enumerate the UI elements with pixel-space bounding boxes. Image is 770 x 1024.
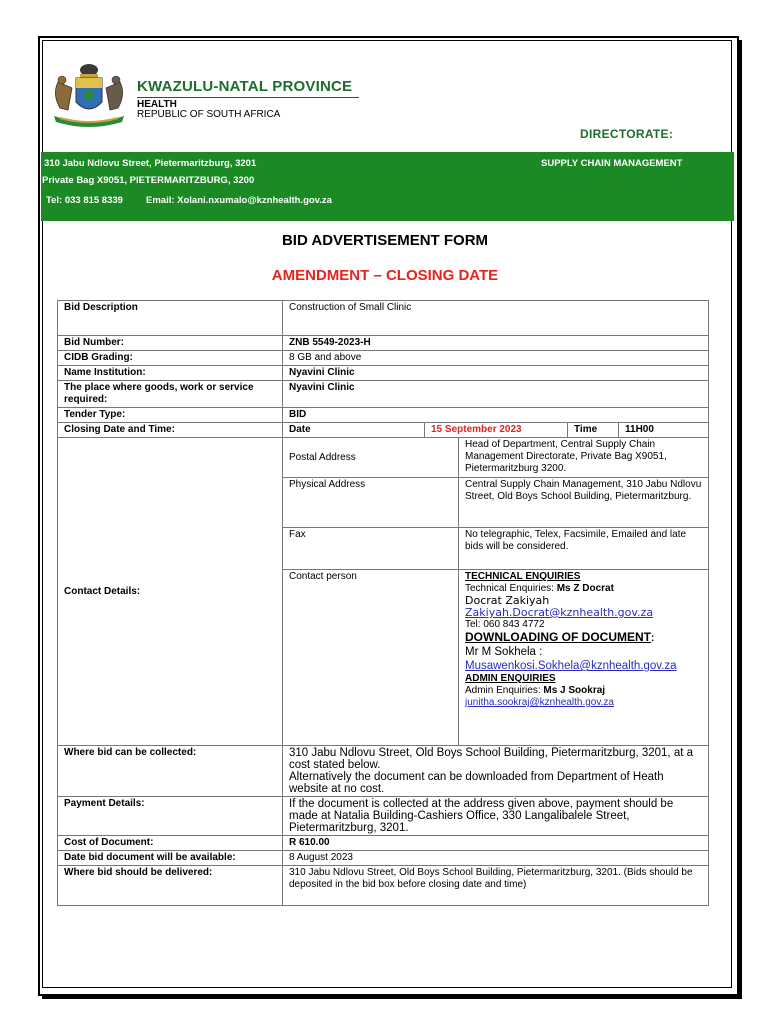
row-value: 8 August 2023	[283, 851, 709, 866]
postal-value: Head of Department, Central Supply Chain Management Directorate, Private Bag X9051, Pietermaritzburg 3200.	[459, 438, 709, 478]
download-colon: :	[650, 633, 655, 644]
tech-name: Ms Z Docrat	[556, 583, 614, 594]
row-label: Bid Description	[58, 301, 283, 336]
row-label: Date bid document will be available:	[58, 851, 283, 866]
time-label: Time	[568, 423, 619, 438]
row-value: ZNB 5549-2023-H	[283, 336, 709, 351]
fax-value: No telegraphic, Telex, Facsimile, Emailed and late bids will be considered.	[459, 528, 709, 570]
row-label: Contact Details:	[58, 438, 283, 746]
table-row	[58, 301, 709, 336]
row-label: Where bid can be collected:	[58, 746, 283, 797]
row-label: Name Institution:	[58, 366, 283, 381]
physical-label: Physical Address	[283, 478, 459, 528]
row-value: Nyavini Clinic	[283, 366, 709, 381]
table-row	[58, 797, 709, 836]
download-email-link[interactable]: Musawenkosi.Sokhela@kznhealth.gov.za	[465, 660, 677, 672]
table-row	[58, 851, 709, 866]
form-title: BID ADVERTISEMENT FORM	[281, 232, 489, 249]
row-label: Cost of Document:	[58, 836, 283, 851]
tech-tel: Tel: 060 843 4772	[465, 619, 545, 630]
table-row	[58, 746, 709, 797]
row-value: 310 Jabu Ndlovu Street, Old Boys School Building, Pietermaritzburg, 3201. (Bids should be deposited in the bid box before closing date and time)	[283, 866, 709, 906]
date-label: Date	[283, 423, 425, 438]
table-row	[58, 336, 709, 351]
tech-email-link[interactable]: Zakiyah.Docrat@kznhealth.gov.za	[465, 606, 654, 619]
row-value	[283, 746, 709, 797]
row-value: R 610.00	[283, 836, 709, 851]
contact-person-label: Contact person	[283, 570, 459, 746]
header-divider	[137, 97, 359, 98]
row-value: Construction of Small Clinic	[283, 301, 709, 336]
tech-fullname: Docrat Zakiyah	[465, 594, 550, 607]
fax-label: Fax	[283, 528, 459, 570]
directorate-label: DIRECTORATE:	[580, 127, 674, 141]
tech-prefix: Technical Enquiries:	[465, 583, 557, 594]
row-label: Payment Details:	[58, 797, 283, 836]
form-subtitle: AMENDMENT – CLOSING DATE	[271, 267, 499, 284]
row-label: The place where goods, work or service required:	[58, 381, 283, 408]
row-value: 8 GB and above	[283, 351, 709, 366]
row-value: Nyavini Clinic	[283, 381, 709, 408]
row-label: Tender Type:	[58, 408, 283, 423]
postal-label: Postal Address	[283, 438, 459, 478]
country-name: REPUBLIC OF SOUTH AFRICA	[137, 109, 281, 120]
download-heading: DOWNLOADING OF DOCUMENT	[465, 630, 651, 644]
row-label: Where bid should be delivered:	[58, 866, 283, 906]
table-row	[58, 836, 709, 851]
row-label: Closing Date and Time:	[58, 423, 283, 438]
row-value: If the document is collected at the address given above, payment should be made at Natalia Building-Cashiers Office, 330 Langalibalele Street, Pietermaritzburg, 3201.	[283, 797, 709, 836]
admin-line	[465, 685, 702, 697]
admin-heading: ADMIN ENQUIRIES	[465, 673, 556, 684]
bid-table	[57, 300, 709, 906]
address-line-1: 310 Jabu Ndlovu Street, Pietermaritzburg, 3201	[44, 158, 257, 169]
banner-email: Email: Xolani.nxumalo@kznhealth.gov.za	[146, 195, 332, 206]
table-row	[58, 381, 709, 408]
table-row	[58, 438, 709, 478]
banner-tel: Tel: 033 815 8339	[46, 195, 123, 206]
download-name: Mr M Sokhela :	[465, 646, 543, 658]
row-label: Bid Number:	[58, 336, 283, 351]
closing-date: 15 September 2023	[425, 423, 568, 438]
physical-value: Central Supply Chain Management, 310 Jabu Ndlovu Street, Old Boys School Building, Pietermaritzburg.	[459, 478, 709, 528]
row-label: CIDB Grading:	[58, 351, 283, 366]
admin-prefix: Admin Enquiries:	[465, 685, 544, 696]
coat-of-arms-icon	[46, 62, 132, 128]
table-row	[58, 423, 709, 438]
table-row	[58, 866, 709, 906]
address-line-2: Private Bag X9051, PIETERMARITZBURG, 3200	[42, 175, 255, 186]
department-name: HEALTH	[137, 99, 177, 110]
directorate-name: SUPPLY CHAIN MANAGEMENT	[541, 158, 683, 169]
contact-banner	[41, 152, 734, 221]
download-heading-line	[465, 631, 702, 645]
tech-heading: TECHNICAL ENQUIRIES	[465, 571, 581, 582]
table-row	[58, 408, 709, 423]
row-value: BID	[283, 408, 709, 423]
table-row	[58, 351, 709, 366]
table-row	[58, 366, 709, 381]
province-name: KWAZULU-NATAL PROVINCE	[137, 78, 353, 95]
collected-value-1: 310 Jabu Ndlovu Street, Old Boys School Building, Pietermaritzburg, 3201, at a cost stated below.	[289, 747, 694, 771]
collected-value-2: Alternatively the document can be downloaded from Department of Heath website at no cost.	[289, 771, 664, 795]
closing-time: 11H00	[619, 423, 709, 438]
admin-name: Ms J Sookraj	[543, 685, 606, 696]
admin-email-link[interactable]: junitha.sookraj@kznhealth.gov.za	[465, 697, 614, 708]
contact-person-value	[459, 570, 709, 746]
